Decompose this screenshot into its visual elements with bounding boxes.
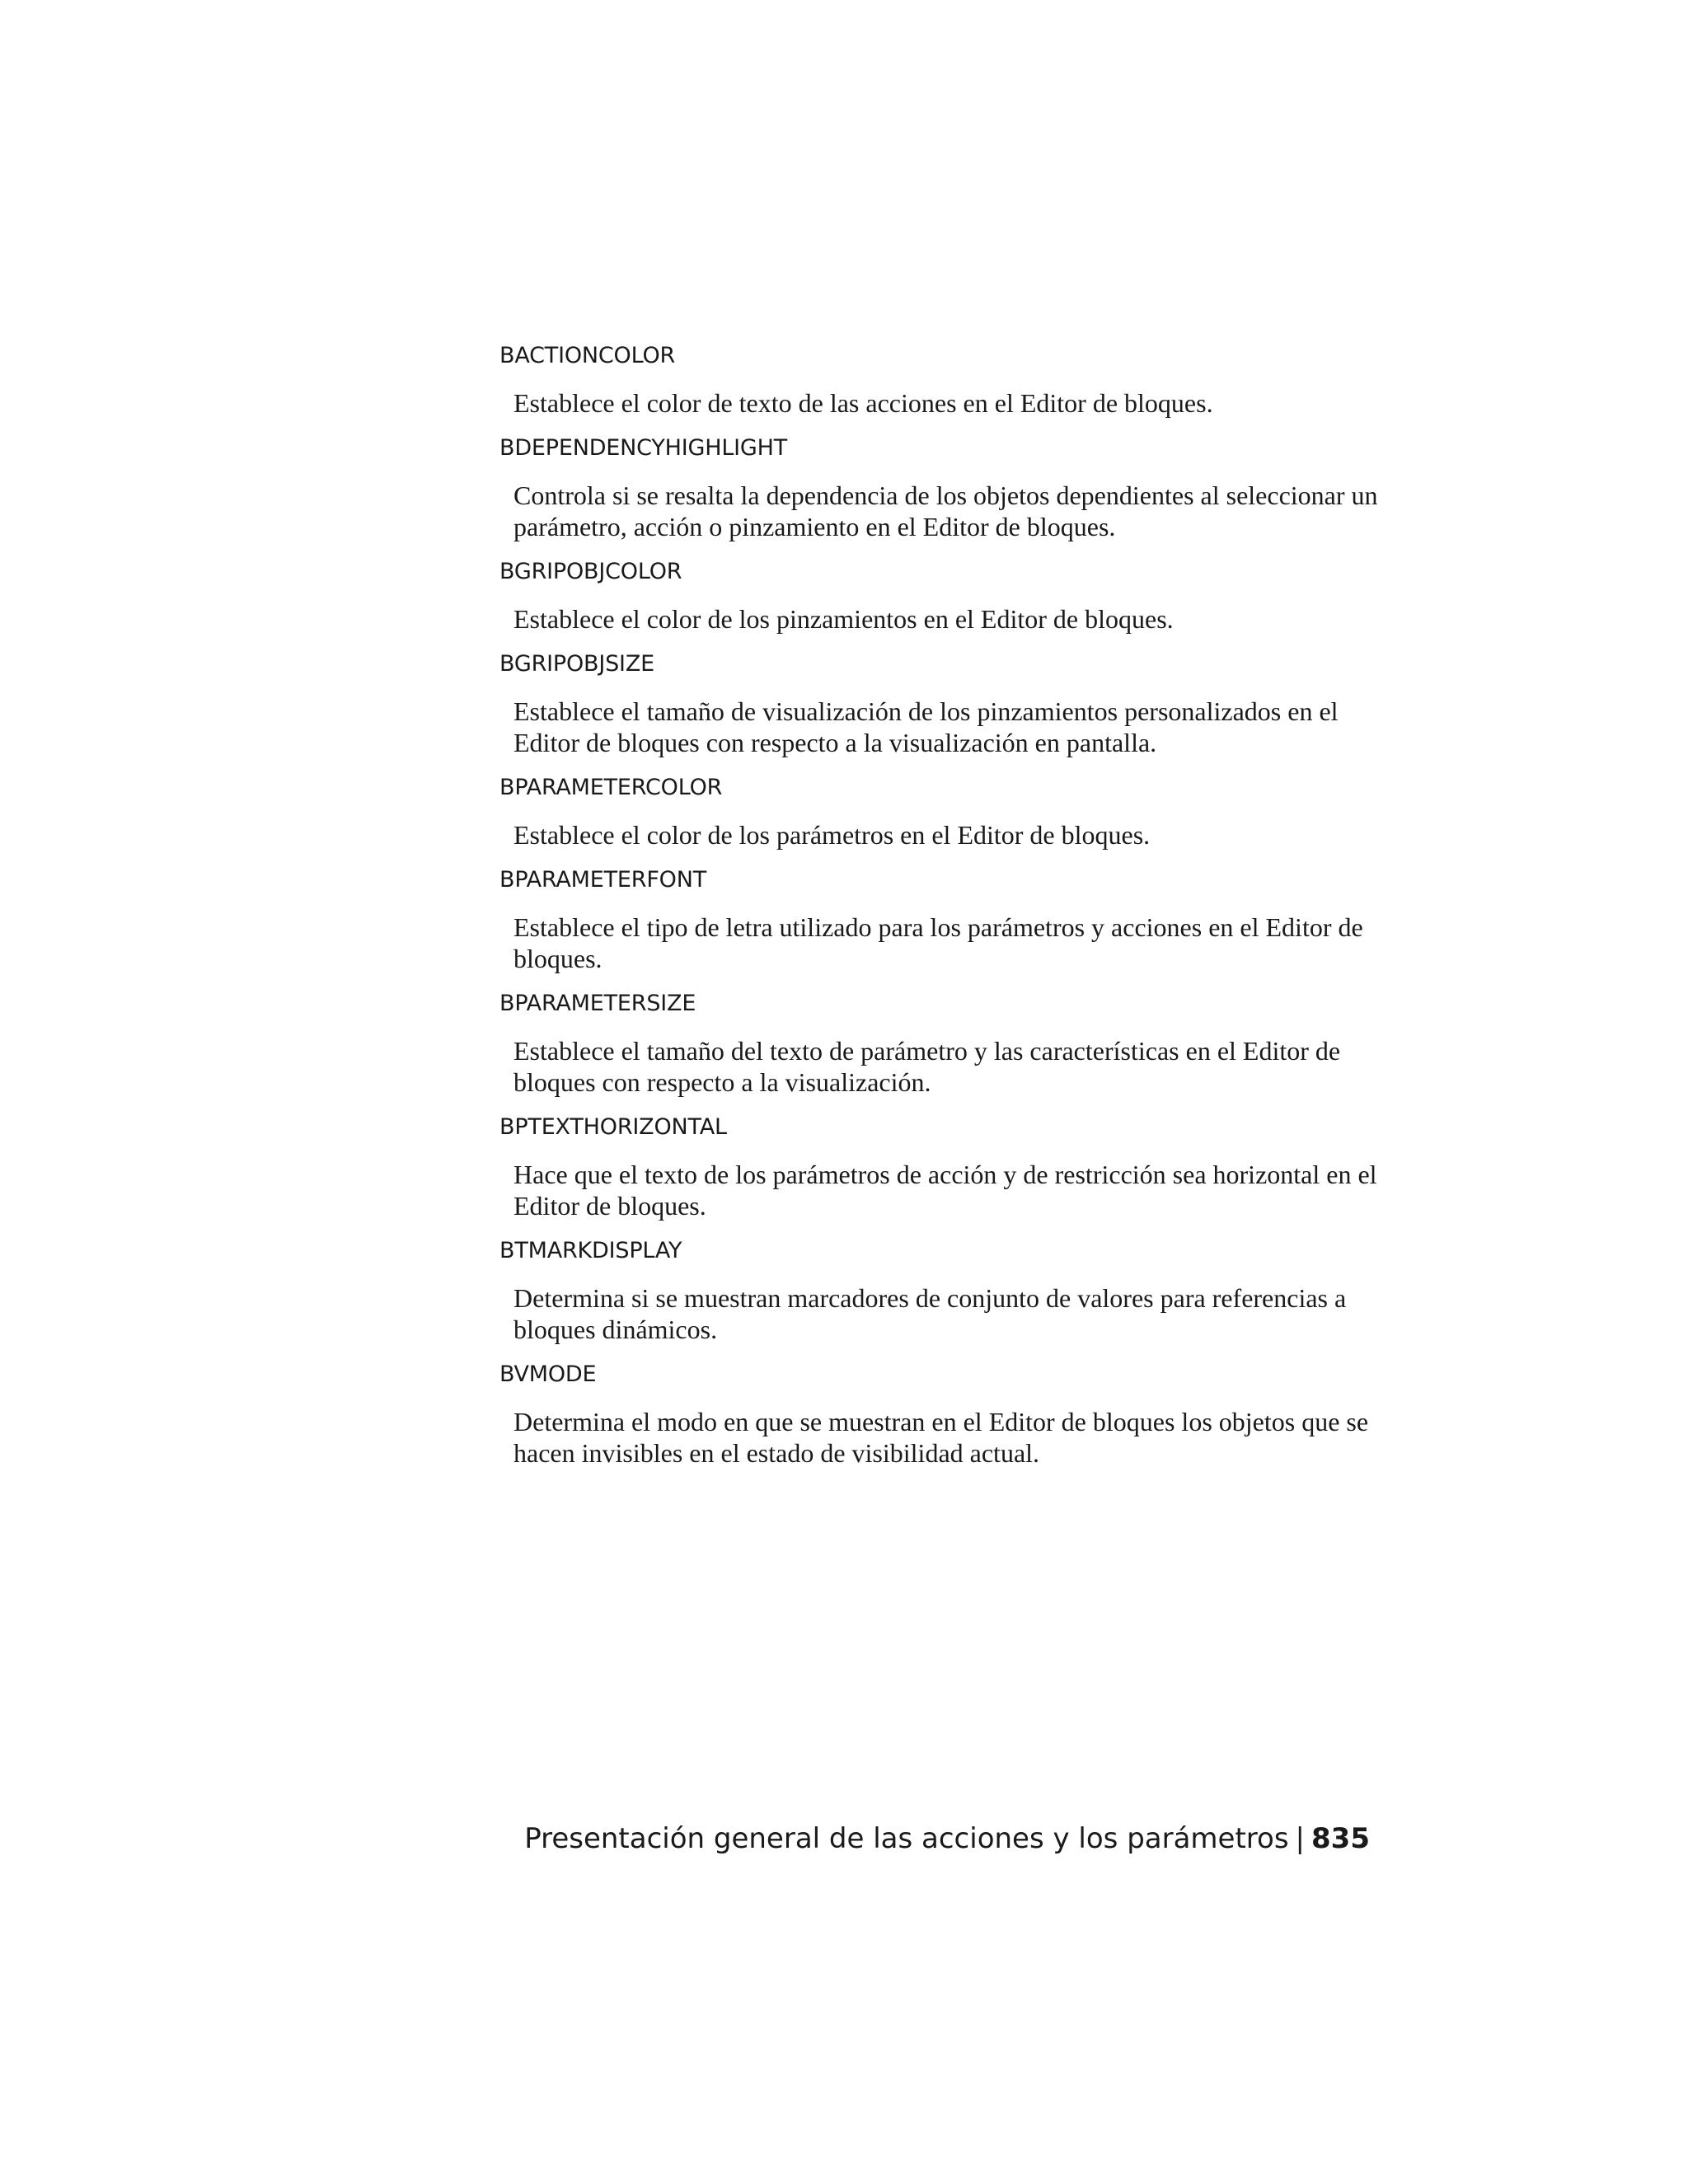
entry-bparametersize	[499, 987, 1381, 1098]
entry-bgripobjcolor	[499, 555, 1381, 635]
variable-name: BGRIPOBJCOLOR	[499, 559, 682, 584]
variable-name: BPARAMETERCOLOR	[499, 775, 723, 800]
variable-description: Establece el color de texto de las acciones en el Editor de bloques.	[513, 388, 1213, 418]
footer-separator: |	[1295, 1822, 1306, 1855]
variable-name: BGRIPOBJSIZE	[499, 651, 654, 677]
entry-bvmode	[499, 1358, 1381, 1469]
variable-name: BACTIONCOLOR	[499, 343, 676, 368]
variable-name: BDEPENDENCYHIGHLIGHT	[499, 435, 788, 461]
variable-name: BPARAMETERSIZE	[499, 991, 696, 1016]
variable-name: BPARAMETERFONT	[499, 867, 707, 893]
variable-description: Establece el tipo de letra utilizado para los parámetros y acciones en el Editor de bloques.	[513, 912, 1363, 973]
variable-description: Controla si se resalta la dependencia de los objetos dependientes al seleccionar un parámetro, acción o pinzamiento en el Editor de bloques.	[513, 480, 1378, 541]
variable-description: Establece el color de los pinzamientos en el Editor de bloques.	[513, 604, 1174, 634]
variable-description: Establece el tamaño del texto de parámetro y las características en el Editor de bloques con respecto a la visualización.	[513, 1036, 1341, 1097]
entry-btmarkdisplay	[499, 1235, 1381, 1345]
variable-name: BVMODE	[499, 1361, 597, 1387]
variable-name: BPTEXTHORIZONTAL	[499, 1114, 727, 1140]
entry-bparameterfont	[499, 864, 1381, 974]
variable-description: Determina el modo en que se muestran en el Editor de bloques los objetos que se hacen invisibles en el estado de visibilidad actual.	[513, 1407, 1369, 1468]
variable-description: Establece el tamaño de visualización de los pinzamientos personalizados en el Editor de bloques con respecto a la visualización en pantalla.	[513, 696, 1339, 757]
entry-bgripobjsize	[499, 648, 1381, 758]
variable-list	[499, 340, 1381, 1482]
entry-bactioncolor	[499, 340, 1381, 419]
footer-section-title: Presentación general de las acciones y los parámetros	[524, 1822, 1289, 1855]
variable-description: Hace que el texto de los parámetros de acción y de restricción sea horizontal en el Editor de bloques.	[513, 1160, 1377, 1221]
variable-name: BTMARKDISPLAY	[499, 1238, 682, 1263]
variable-description: Establece el color de los parámetros en el Editor de bloques.	[513, 820, 1151, 850]
variable-description: Determina si se muestran marcadores de conjunto de valores para referencias a bloques dinámicos.	[513, 1283, 1347, 1344]
page-footer	[524, 1820, 1370, 1858]
entry-bdependencyhighlight	[499, 432, 1381, 542]
page-number: 835	[1311, 1822, 1370, 1855]
entry-bptexthorizontal	[499, 1111, 1381, 1221]
entry-bparametercolor	[499, 771, 1381, 851]
